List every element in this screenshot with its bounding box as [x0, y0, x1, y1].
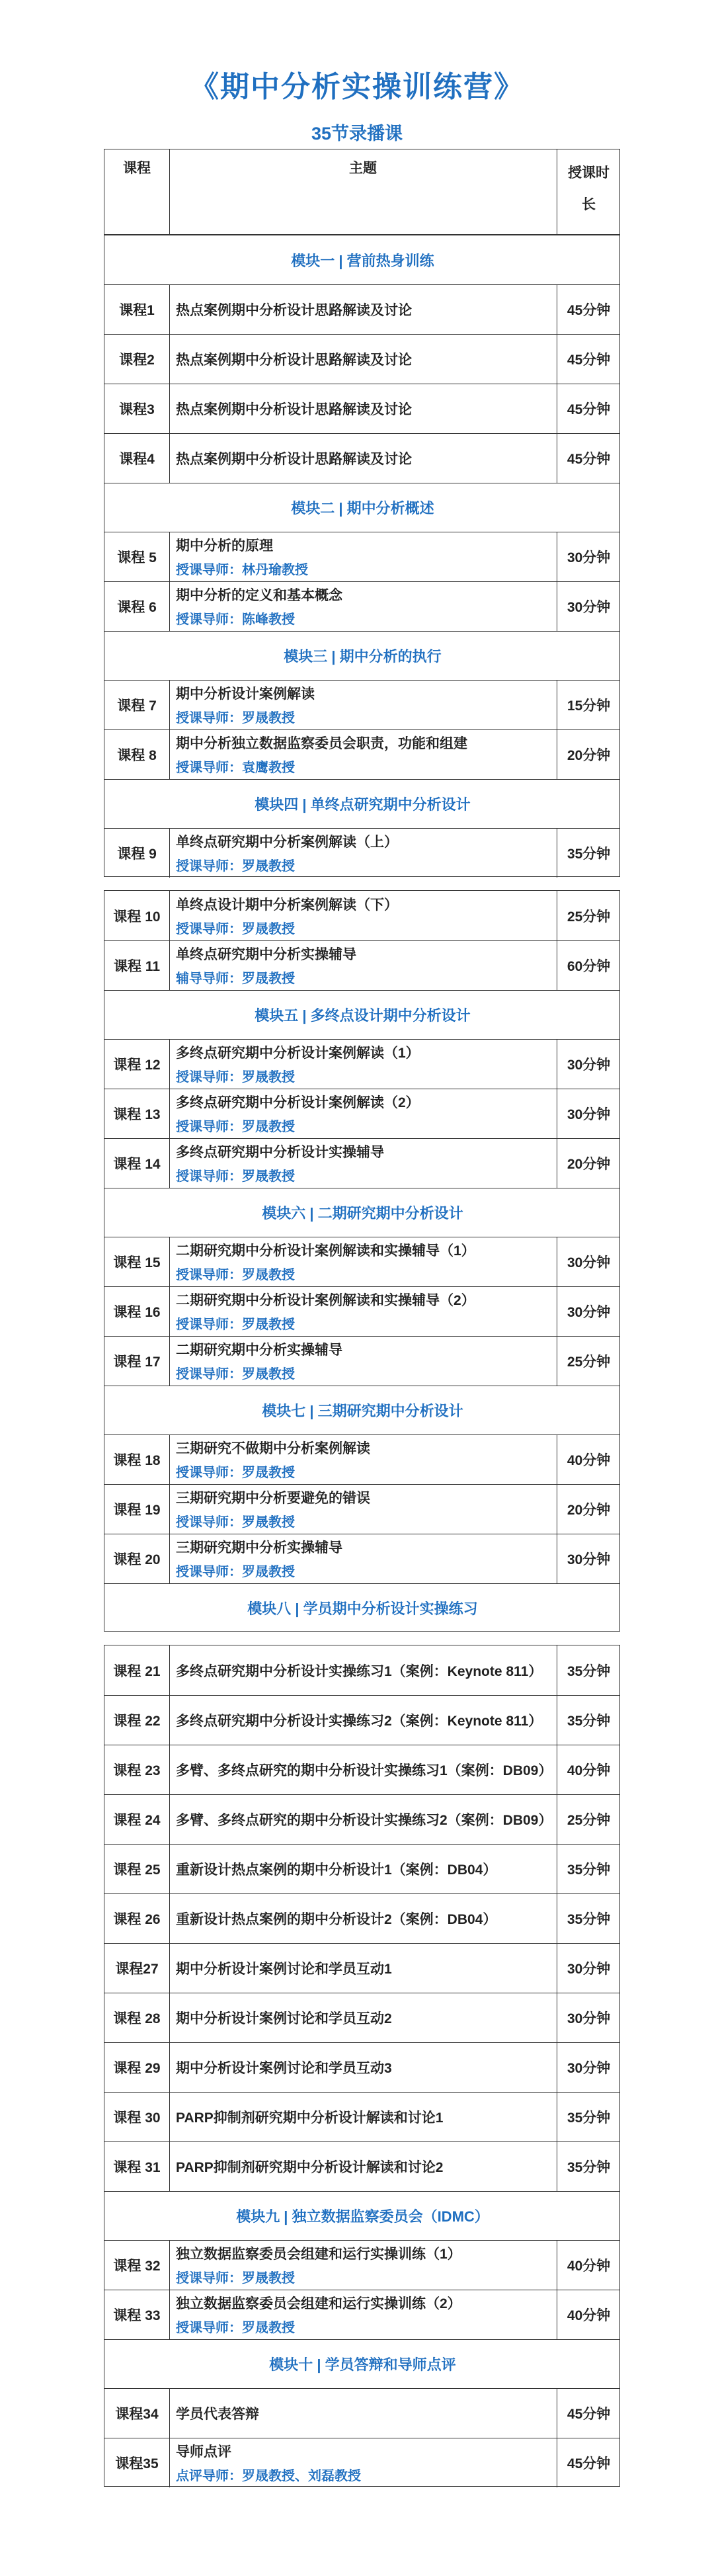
topic-text: 导师点评	[176, 2444, 231, 2460]
topic-text: 期中分析的原理	[176, 538, 273, 554]
module-heading: 模块一 | 营前热身训练	[291, 252, 434, 269]
module-heading: 模块九 | 独立数据监察委员会（IDMC）	[236, 2208, 489, 2225]
course-duration: 30分钟	[567, 1255, 611, 1270]
course-duration: 20分钟	[567, 1156, 611, 1172]
tutor-text: 授课导师：陈峰教授	[176, 612, 295, 627]
course-number: 课程 6	[117, 599, 157, 615]
course-topic	[169, 2438, 557, 2487]
course-duration: 45分钟	[567, 451, 611, 467]
topic-text: 期中分析的定义和基本概念	[176, 588, 342, 603]
table-section	[104, 890, 620, 1632]
course-number: 课程 20	[113, 1552, 161, 1567]
course-number: 课程 32	[113, 2258, 161, 2274]
topic-text: PARP抑制剂研究期中分析设计解读和讨论1	[176, 2110, 444, 2126]
course-number: 课程1	[119, 302, 155, 318]
course-number: 课程 29	[113, 2060, 161, 2076]
topic-text: 二期研究期中分析设计案例解读和实操辅导（1）	[176, 1243, 475, 1259]
course-duration: 45分钟	[567, 401, 611, 417]
page-subtitle: 35节录播课	[311, 124, 403, 144]
course-duration: 40分钟	[567, 2258, 611, 2274]
course-number: 课程 17	[113, 1354, 161, 1370]
course-number: 课程 11	[113, 958, 161, 974]
course-duration: 35分钟	[567, 1862, 611, 1878]
topic-text: 多终点研究期中分析设计案例解读（1）	[176, 1046, 420, 1061]
course-topic	[169, 891, 557, 940]
course-duration: 30分钟	[567, 1304, 611, 1320]
course-duration: 40分钟	[567, 1763, 611, 1778]
course-duration: 15分钟	[567, 698, 611, 714]
course-topic	[169, 1745, 557, 1794]
course-topic	[169, 1993, 557, 2042]
course-topic	[169, 1645, 557, 1695]
course-number: 课程35	[115, 2456, 159, 2472]
course-number: 课程 21	[113, 1663, 161, 1679]
topic-text: 多终点研究期中分析设计案例解读（2）	[176, 1095, 420, 1110]
course-duration: 30分钟	[567, 1057, 611, 1073]
page-title: 《期中分析实操训练营》	[190, 71, 524, 103]
course-number: 课程 19	[113, 1502, 161, 1518]
course-topic	[169, 828, 557, 878]
topic-text: 多终点研究期中分析设计实操辅导	[176, 1145, 384, 1160]
course-duration: 30分钟	[567, 550, 611, 565]
tutor-text: 授课导师：罗晟教授	[176, 1070, 295, 1085]
course-number: 课程 22	[113, 1713, 161, 1729]
module-heading: 模块三 | 期中分析的执行	[284, 647, 442, 665]
course-number: 课程 12	[113, 1057, 161, 1073]
course-number: 课程27	[115, 1961, 159, 1977]
course-topic	[169, 2388, 557, 2438]
course-duration: 30分钟	[567, 1961, 611, 1977]
course-topic	[169, 2092, 557, 2141]
course-topic	[169, 284, 557, 334]
topic-text: 独立数据监察委员会组建和运行实操训练（2）	[176, 2296, 461, 2311]
course-duration: 45分钟	[567, 302, 611, 318]
tutor-text: 授课导师：罗晟教授	[176, 922, 295, 936]
topic-text: 三期研究期中分析实操辅导	[176, 1540, 342, 1556]
course-number: 课程 7	[117, 698, 157, 714]
tutor-text: 授课导师：罗晟教授	[176, 1169, 295, 1184]
course-number: 课程 23	[113, 1763, 161, 1778]
module-heading: 模块十 | 学员答辩和导师点评	[269, 2356, 456, 2373]
course-number: 课程 10	[113, 909, 161, 925]
course-duration: 25分钟	[567, 1812, 611, 1828]
topic-text: 三期研究期中分析要避免的错误	[176, 1491, 370, 1506]
tutor-text: 授课导师：袁鹰教授	[176, 761, 295, 775]
topic-text: 单终点设计期中分析案例解读（下）	[176, 897, 398, 913]
topic-text: 多终点研究期中分析设计实操练习2（案例：Keynote 811）	[176, 1713, 543, 1729]
topic-text: 三期研究不做期中分析案例解读	[176, 1441, 370, 1456]
header-duration-line2: 长	[582, 197, 596, 212]
course-duration: 20分钟	[567, 1502, 611, 1518]
topic-text: 期中分析设计案例讨论和学员互动3	[176, 2060, 392, 2076]
course-topic	[169, 1893, 557, 1943]
topic-text: 热点案例期中分析设计思路解读及讨论	[176, 401, 412, 417]
course-topic	[169, 1943, 557, 1993]
topic-text: 二期研究期中分析实操辅导	[176, 1343, 342, 1358]
module-heading: 模块六 | 二期研究期中分析设计	[262, 1204, 463, 1222]
topic-text: 期中分析独立数据监察委员会职责，功能和组建	[176, 736, 467, 751]
tutor-text: 辅导导师：罗晟教授	[176, 972, 295, 986]
table-section	[104, 1645, 620, 2487]
course-number: 课程 24	[113, 1812, 161, 1828]
topic-text: 期中分析设计案例解读	[176, 686, 315, 702]
course-topic	[169, 2141, 557, 2191]
course-number: 课程34	[115, 2406, 159, 2422]
topic-text: 多终点研究期中分析设计实操练习1（案例：Keynote 811）	[176, 1663, 543, 1679]
course-topic	[169, 2290, 557, 2339]
course-topic	[169, 1844, 557, 1893]
course-number: 课程 25	[113, 1862, 161, 1878]
course-topic	[169, 581, 557, 631]
topic-text: 热点案例期中分析设计思路解读及讨论	[176, 352, 412, 368]
course-topic	[169, 1138, 557, 1188]
course-duration: 20分钟	[567, 747, 611, 763]
tutor-text: 授课导师：罗晟教授	[176, 2321, 295, 2335]
tutor-text: 授课导师：罗晟教授	[176, 859, 295, 874]
course-number: 课程 15	[113, 1255, 161, 1270]
table-header	[104, 149, 620, 235]
course-duration: 45分钟	[567, 352, 611, 368]
course-topic	[169, 2240, 557, 2290]
tutor-text: 授课导师：林丹瑜教授	[176, 563, 308, 577]
topic-text: PARP抑制剂研究期中分析设计解读和讨论2	[176, 2159, 444, 2175]
course-duration: 35分钟	[567, 2159, 611, 2175]
header-duration-line1: 授课时	[568, 165, 610, 181]
course-duration: 45分钟	[567, 2456, 611, 2472]
course-number: 课程 5	[117, 550, 157, 565]
header-topic: 主题	[349, 161, 377, 176]
tutor-text: 授课导师：罗晟教授	[176, 1565, 295, 1579]
course-topic	[169, 1237, 557, 1286]
course-number: 课程 8	[117, 747, 157, 763]
topic-text: 热点案例期中分析设计思路解读及讨论	[176, 451, 412, 467]
course-topic	[169, 1089, 557, 1138]
course-topic	[169, 384, 557, 433]
course-topic	[169, 1695, 557, 1745]
topic-text: 单终点研究期中分析案例解读（上）	[176, 835, 398, 850]
tutor-text: 授课导师：罗晟教授	[176, 1515, 295, 1530]
header-course: 课程	[123, 161, 151, 176]
tutor-text: 点评导师：罗晟教授、刘磊教授	[176, 2469, 361, 2483]
topic-text: 独立数据监察委员会组建和运行实操训练（1）	[176, 2247, 461, 2262]
module-heading: 模块五 | 多终点设计期中分析设计	[255, 1007, 471, 1024]
course-number: 课程3	[119, 401, 155, 417]
tutor-text: 授课导师：罗晟教授	[176, 1466, 295, 1480]
course-duration: 30分钟	[567, 2060, 611, 2076]
course-topic	[169, 433, 557, 483]
course-number: 课程 14	[113, 1156, 161, 1172]
course-topic	[169, 1434, 557, 1484]
topic-text: 重新设计热点案例的期中分析设计2（案例：DB04）	[176, 1911, 497, 1927]
course-topic	[169, 334, 557, 384]
course-duration: 25分钟	[567, 1354, 611, 1370]
course-duration: 40分钟	[567, 2307, 611, 2323]
tutor-text: 授课导师：罗晟教授	[176, 1120, 295, 1134]
tutor-text: 授课导师：罗晟教授	[176, 2271, 295, 2286]
course-topic	[169, 532, 557, 581]
module-heading: 模块四 | 单终点研究期中分析设计	[255, 796, 471, 813]
course-number: 课程 26	[113, 1911, 161, 1927]
table-section	[104, 235, 620, 877]
course-topic	[169, 1534, 557, 1583]
course-duration: 30分钟	[567, 599, 611, 615]
course-duration: 35分钟	[567, 846, 611, 862]
course-number: 课程 18	[113, 1452, 161, 1468]
course-duration: 25分钟	[567, 909, 611, 925]
course-duration: 30分钟	[567, 1552, 611, 1567]
module-heading: 模块七 | 三期研究期中分析设计	[262, 1402, 463, 1419]
course-number: 课程 9	[117, 846, 157, 862]
course-number: 课程 13	[113, 1106, 161, 1122]
course-topic	[169, 680, 557, 729]
course-topic	[169, 1039, 557, 1089]
course-duration: 35分钟	[567, 1713, 611, 1729]
course-number: 课程2	[119, 352, 155, 368]
course-duration: 35分钟	[567, 1663, 611, 1679]
module-heading: 模块八 | 学员期中分析设计实操练习	[247, 1600, 478, 1617]
tutor-text: 授课导师：罗晟教授	[176, 1367, 295, 1382]
course-topic	[169, 1794, 557, 1844]
course-duration: 40分钟	[567, 1452, 611, 1468]
course-number: 课程 28	[113, 2011, 161, 2026]
topic-text: 多臂、多终点研究的期中分析设计实操练习1（案例：DB09）	[176, 1763, 553, 1778]
header-duration	[557, 149, 621, 235]
course-number: 课程 31	[113, 2159, 161, 2175]
course-topic	[169, 1484, 557, 1534]
course-duration: 30分钟	[567, 1106, 611, 1122]
course-topic	[169, 729, 557, 779]
topic-text: 热点案例期中分析设计思路解读及讨论	[176, 302, 412, 318]
topic-text: 期中分析设计案例讨论和学员互动1	[176, 1961, 392, 1977]
course-number: 课程4	[119, 451, 155, 467]
course-number: 课程 30	[113, 2110, 161, 2126]
course-number: 课程 16	[113, 1304, 161, 1320]
topic-text: 重新设计热点案例的期中分析设计1（案例：DB04）	[176, 1862, 497, 1878]
course-duration: 30分钟	[567, 2011, 611, 2026]
course-topic	[169, 1336, 557, 1386]
course-number: 课程 33	[113, 2307, 161, 2323]
course-duration: 60分钟	[567, 958, 611, 974]
tutor-text: 授课导师：罗晟教授	[176, 1268, 295, 1282]
course-duration: 35分钟	[567, 1911, 611, 1927]
topic-text: 二期研究期中分析设计案例解读和实操辅导（2）	[176, 1293, 475, 1308]
course-duration: 35分钟	[567, 2110, 611, 2126]
course-topic	[169, 940, 557, 990]
course-duration: 45分钟	[567, 2406, 611, 2422]
topic-text: 学员代表答辩	[176, 2406, 259, 2422]
topic-text: 多臂、多终点研究的期中分析设计实操练习2（案例：DB09）	[176, 1812, 553, 1828]
topic-text: 单终点研究期中分析实操辅导	[176, 947, 356, 962]
tutor-text: 授课导师：罗晟教授	[176, 711, 295, 726]
course-topic	[169, 1286, 557, 1336]
module-heading: 模块二 | 期中分析概述	[291, 499, 434, 517]
course-topic	[169, 2042, 557, 2092]
tutor-text: 授课导师：罗晟教授	[176, 1317, 295, 1332]
topic-text: 期中分析设计案例讨论和学员互动2	[176, 2011, 392, 2026]
